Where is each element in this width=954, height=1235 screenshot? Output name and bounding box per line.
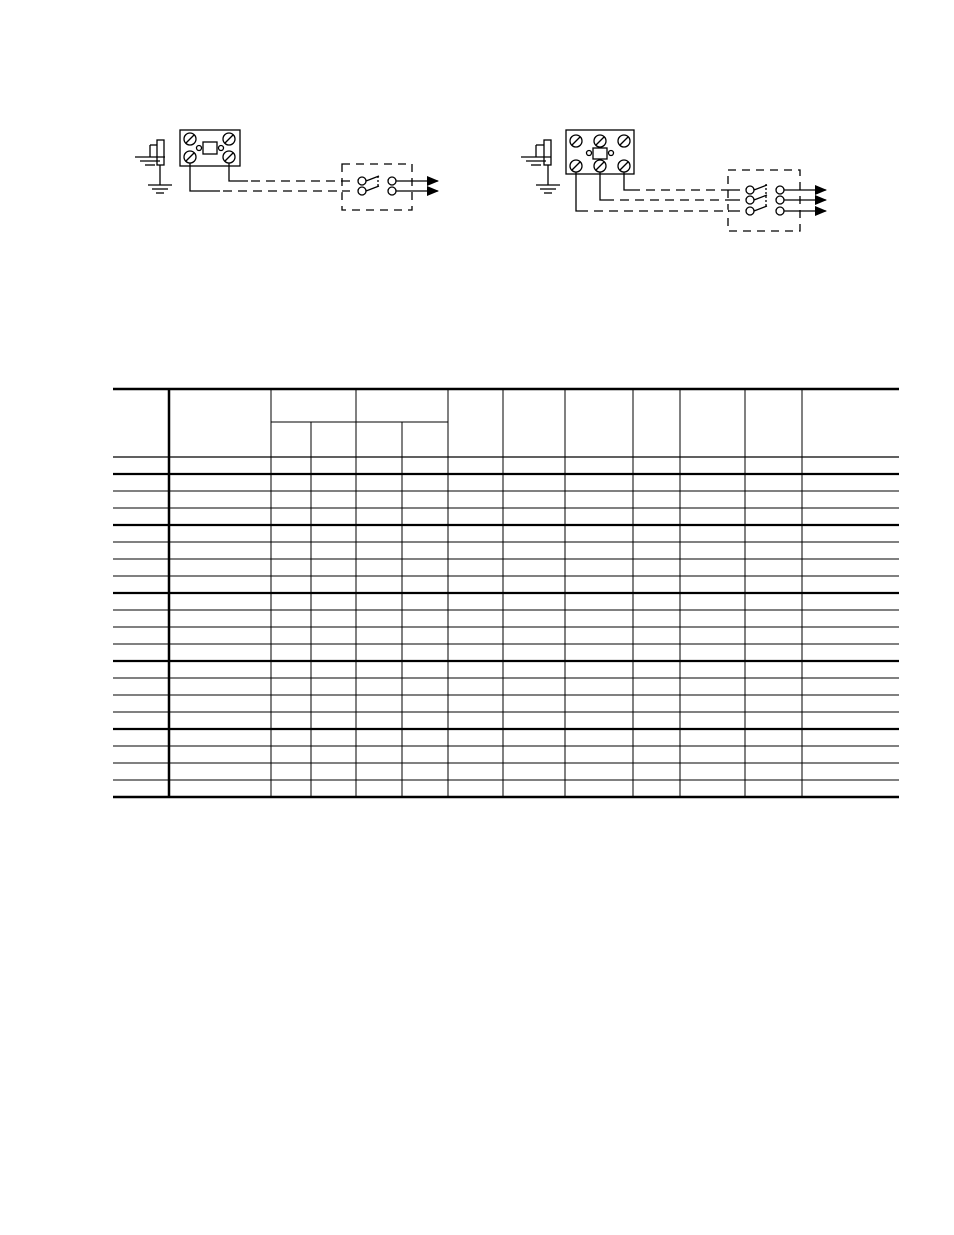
terminal-screw-icon (223, 151, 235, 163)
terminal-block (566, 130, 634, 174)
terminal-screw-icon (618, 160, 630, 172)
terminal-screw-icon (223, 133, 235, 145)
terminal-screw-icon (570, 160, 582, 172)
wiring-diagrams (0, 0, 954, 260)
terminal-screw-icon (594, 160, 606, 172)
terminal-screw-icon (570, 135, 582, 147)
ground-icon (148, 165, 172, 193)
ground-icon (536, 165, 560, 193)
specification-table (113, 387, 899, 801)
terminal-screw-icon (618, 135, 630, 147)
thermostat-component (203, 142, 217, 154)
terminal-screw-icon (184, 133, 196, 145)
three-phase-wiring-diagram (521, 130, 826, 231)
thermostat-component (593, 148, 607, 159)
terminal-screw-icon (594, 135, 606, 147)
table-grid (113, 387, 899, 801)
terminal-screw-icon (184, 151, 196, 163)
terminal-block (180, 130, 240, 166)
single-phase-wiring-diagram (135, 130, 438, 210)
